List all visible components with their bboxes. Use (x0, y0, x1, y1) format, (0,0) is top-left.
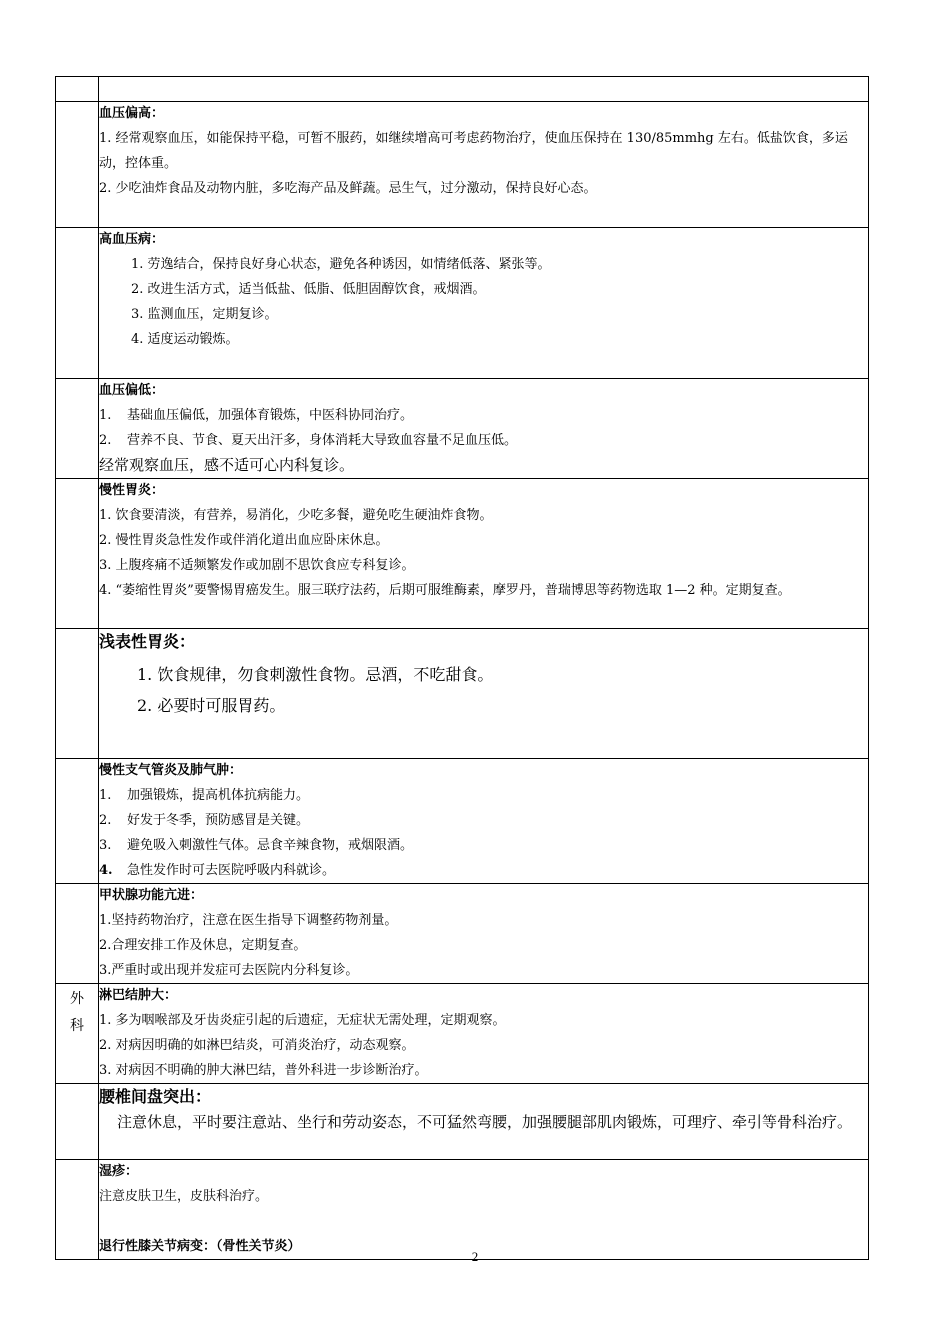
item-number: 1. (99, 788, 112, 803)
category-cell (56, 759, 99, 884)
category-cell (56, 479, 99, 629)
advice-item (99, 858, 868, 883)
advice-line: 2. 改进生活方式，适当低盐、低脂、低胆固醇饮食，戒烟酒。 (131, 282, 486, 297)
section-heading: 腰椎间盘突出： (99, 1087, 212, 1106)
content-cell (99, 228, 869, 379)
table-row (56, 984, 869, 1084)
content-cell (99, 629, 869, 759)
page-number: 2 (471, 1249, 479, 1264)
advice-line: 注意休息，平时要注意站、坐行和劳动姿态，不可猛然弯腰，加强腰腿部肌肉锻炼，可理疗、牵引等骨科治疗。 (117, 1113, 853, 1131)
category-cell (56, 379, 99, 479)
advice-table (55, 76, 869, 1260)
advice-line: 1. 饮食要清淡，有营养，易消化，少吃多餐，避免吃生硬油炸食物。 (99, 508, 493, 523)
table-row (56, 1084, 869, 1160)
table-row (56, 1160, 869, 1260)
section-heading: 甲状腺功能亢进： (99, 888, 204, 903)
category-cell (56, 629, 99, 759)
advice-line: 注意皮肤卫生，皮肤科治疗。 (99, 1189, 269, 1204)
advice-item (99, 428, 868, 453)
advice-line: 2. 慢性胃炎急性发作或伴消化道出血应卧床休息。 (99, 533, 389, 548)
content-cell (99, 1084, 869, 1160)
table-row (56, 77, 869, 102)
section-heading: 血压偏高： (99, 106, 165, 121)
section-heading: 高血压病： (99, 232, 165, 247)
advice-line: 2.合理安排工作及休息，定期复查。 (99, 938, 307, 953)
advice-note: 经常观察血压，感不适可心内科复诊。 (99, 456, 355, 474)
advice-line: 1.坚持药物治疗，注意在医生指导下调整药物剂量。 (99, 913, 398, 928)
item-number: 3. (99, 838, 112, 853)
section-heading: 退行性膝关节病变：（骨性关节炎） (99, 1239, 301, 1254)
advice-line: 4. 适度运动锻炼。 (131, 332, 239, 347)
advice-item (99, 808, 868, 833)
section-heading: 慢性胃炎： (99, 483, 165, 498)
table-row (56, 379, 869, 479)
item-text: 营养不良、节食、夏天出汗多，身体消耗大导致血容量不足血压低。 (127, 433, 518, 448)
item-text: 好发于冬季，预防感冒是关键。 (127, 813, 310, 828)
category-cell (56, 228, 99, 379)
item-number: 4. (99, 863, 113, 878)
table-row (56, 759, 869, 884)
advice-line: 2. 对病因明确的如淋巴结炎，可消炎治疗，动态观察。 (99, 1038, 415, 1053)
section-heading: 淋巴结肿大： (99, 988, 178, 1003)
table-row (56, 102, 869, 228)
category-label-surgery: 外 (70, 991, 84, 1007)
table-row (56, 884, 869, 984)
category-cell (56, 1160, 99, 1260)
table-row (56, 479, 869, 629)
advice-item (99, 833, 868, 858)
item-text: 基础血压偏低，加强体育锻炼，中医科协同治疗。 (127, 408, 414, 423)
advice-line: 3. 上腹疼痛不适频繁发作或加剧不思饮食应专科复诊。 (99, 558, 415, 573)
content-cell (99, 77, 869, 102)
advice-line: 4. “萎缩性胃炎”要警惕胃癌发生。服三联疗法药，后期可服维酶素，摩罗丹，普瑞博思等药物选取 1—2 种。定期复查。 (99, 583, 791, 598)
advice-item (99, 403, 868, 428)
category-cell (56, 984, 99, 1084)
item-text: 急性发作时可去医院呼吸内科就诊。 (127, 863, 336, 878)
advice-line: 1. 饮食规律，勿食刺激性食物。忌酒，不吃甜食。 (137, 665, 494, 684)
advice-line: 2. 少吃油炸食品及动物内脏，多吃海产品及鲜蔬。忌生气，过分激动，保持良好心态。 (99, 181, 597, 196)
item-text: 加强锻炼，提高机体抗病能力。 (127, 788, 310, 803)
category-cell (56, 1084, 99, 1160)
content-cell (99, 984, 869, 1084)
content-cell (99, 759, 869, 884)
advice-item (99, 783, 868, 808)
content-cell (99, 479, 869, 629)
content-cell (99, 102, 869, 228)
advice-line: 2. 必要时可服胃药。 (137, 696, 286, 715)
section-heading: 湿疹： (99, 1164, 139, 1179)
advice-line: 1. 经常观察血压，如能保持平稳，可暂不服药，如继续增高可考虑药物治疗，使血压保持在 130/85mmhg 左右。低盐饮食，多运动，控体重。 (99, 131, 848, 171)
section-heading: 慢性支气管炎及肺气肿： (99, 763, 243, 778)
advice-line: 1. 多为咽喉部及牙齿炎症引起的后遗症，无症状无需处理，定期观察。 (99, 1013, 506, 1028)
advice-line: 3. 对病因不明确的肿大淋巴结，普外科进一步诊断治疗。 (99, 1063, 428, 1078)
item-text: 避免吸入刺激性气体。忌食辛辣食物，戒烟限酒。 (127, 838, 414, 853)
section-heading: 血压偏低： (99, 383, 165, 398)
advice-line: 1. 劳逸结合，保持良好身心状态，避免各种诱因，如情绪低落、紧张等。 (131, 257, 551, 272)
category-cell (56, 77, 99, 102)
category-label-surgery: 科 (70, 1018, 84, 1034)
table-row (56, 228, 869, 379)
section-heading: 浅表性胃炎： (99, 632, 196, 651)
category-cell (56, 102, 99, 228)
item-number: 2. (99, 813, 112, 828)
table-row (56, 629, 869, 759)
item-number: 2. (99, 433, 112, 448)
content-cell (99, 884, 869, 984)
content-cell (99, 1160, 869, 1260)
category-cell (56, 884, 99, 984)
advice-line: 3. 监测血压，定期复诊。 (131, 307, 278, 322)
advice-line: 3.严重时或出现并发症可去医院内分科复诊。 (99, 963, 359, 978)
content-cell (99, 379, 869, 479)
item-number: 1. (99, 408, 112, 423)
